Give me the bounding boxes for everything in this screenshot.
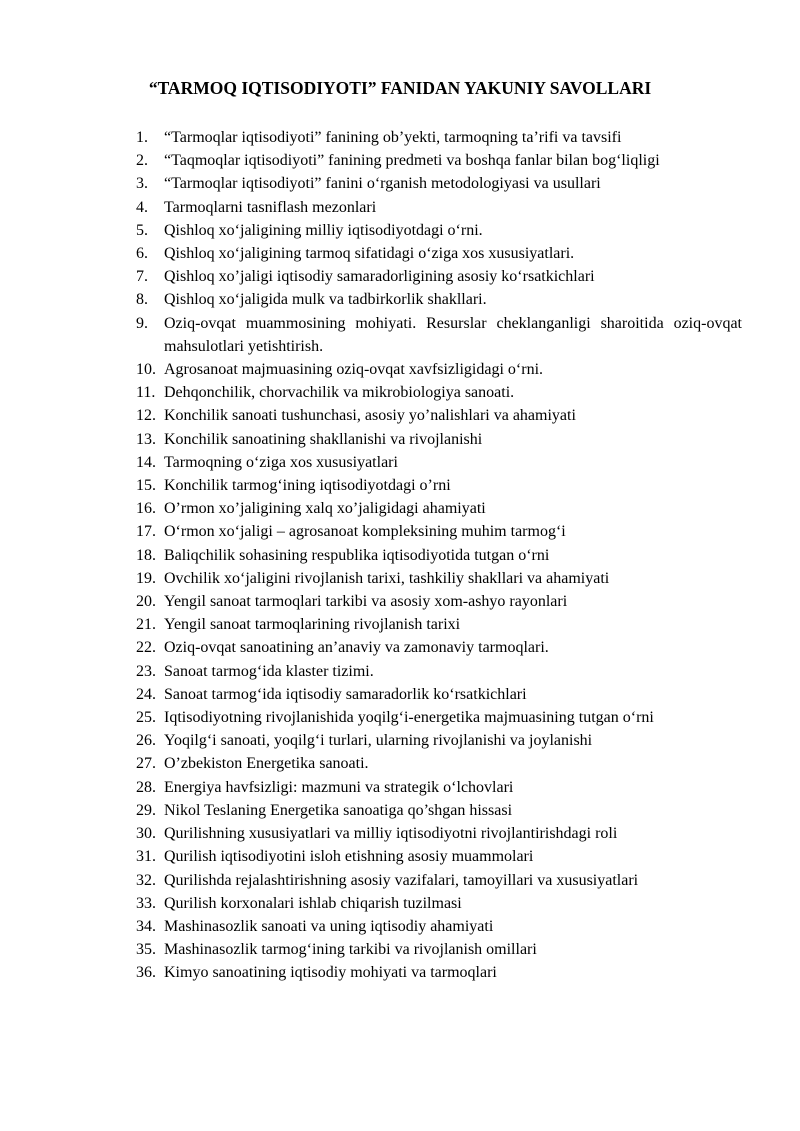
- question-item: [136, 497, 742, 520]
- question-number: 12.: [136, 407, 156, 425]
- question-item: [136, 172, 742, 195]
- question-item: [136, 729, 742, 752]
- question-text: Mashinasozlik sanoati va uning iqtisodiy ahamiyati: [164, 917, 494, 935]
- question-text: Yengil sanoat tarmoqlarining rivojlanish tarixi: [164, 616, 461, 634]
- question-item: [136, 613, 742, 636]
- question-text: Energiya havfsizligi: mazmuni va strategik o‘lchovlari: [164, 778, 514, 796]
- question-number: 9.: [136, 314, 148, 332]
- question-number: 17.: [136, 523, 156, 541]
- question-item: [136, 892, 742, 915]
- question-list: [136, 126, 742, 985]
- question-item: [136, 822, 742, 845]
- document-title: “TARMOQ IQTISODIYOTI” FANIDAN YAKUNIY SAVOLLARI: [148, 78, 652, 98]
- question-item: [136, 520, 742, 543]
- question-text: Nikol Teslaning Energetika sanoatiga qo’shgan hissasi: [164, 801, 513, 819]
- question-text: Oziq-ovqat muammosining mohiyati. Resurslar cheklanganligi sharoitida oziq-ovqat mahsulotlari yetishtirish.: [164, 314, 742, 355]
- question-item: [136, 219, 742, 242]
- question-number: 19.: [136, 569, 156, 587]
- question-item: [136, 149, 742, 172]
- question-text: Agrosanoat majmuasining oziq-ovqat xavfsizligidagi o‘rni.: [164, 361, 544, 379]
- question-number: 35.: [136, 941, 156, 959]
- question-number: 34.: [136, 917, 156, 935]
- question-text: Sanoat tarmog‘ida klaster tizimi.: [164, 662, 374, 680]
- question-item: [136, 288, 742, 311]
- question-item: [136, 799, 742, 822]
- question-text: “Tarmoqlar iqtisodiyoti” fanining ob’yekti, tarmoqning ta’rifi va tavsifi: [164, 129, 622, 146]
- question-number: 28.: [136, 778, 156, 796]
- question-text: Tarmoqning o‘ziga xos xususiyatlari: [164, 453, 398, 471]
- question-text: Konchilik sanoatining shakllanishi va rivojlanishi: [164, 430, 483, 448]
- question-text: O’rmon xo’jaligining xalq xo’jaligidagi ahamiyati: [164, 500, 486, 518]
- question-number: 6.: [136, 245, 148, 263]
- question-number: 27.: [136, 755, 156, 773]
- question-number: 23.: [136, 662, 156, 680]
- question-number: 16.: [136, 500, 156, 518]
- question-item: [136, 915, 742, 938]
- question-text: Qurilish iqtisodiyotini isloh etishning asosiy muammolari: [164, 848, 534, 866]
- question-text: Qurilishda rejalashtirishning asosiy vazifalari, tamoyillari va xususiyatlari: [164, 871, 639, 889]
- question-item: [136, 845, 742, 868]
- question-text: Mashinasozlik tarmog‘ining tarkibi va rivojlanish omillari: [164, 941, 537, 959]
- question-item: [136, 428, 742, 451]
- question-item: [136, 590, 742, 613]
- question-item: [136, 567, 742, 590]
- question-text: Ovchilik xo‘jaligini rivojlanish tarixi, tashkiliy shakllari va ahamiyati: [164, 569, 610, 587]
- question-item: [136, 312, 742, 358]
- question-number: 8.: [136, 291, 148, 309]
- question-text: Baliqchilik sohasining respublika iqtisodiyotida tutgan o‘rni: [164, 546, 550, 564]
- question-text: Tarmoqlarni tasniflash mezonlari: [164, 198, 377, 216]
- question-item: [136, 451, 742, 474]
- question-item: [136, 404, 742, 427]
- question-number: 14.: [136, 453, 156, 471]
- question-item: [136, 265, 742, 288]
- question-text: Qurilishning xususiyatlari va milliy iqtisodiyotni rivojlantirishdagi roli: [164, 825, 618, 843]
- question-number: 18.: [136, 546, 156, 564]
- question-text: O‘rmon xo‘jaligi – agrosanoat kompleksining muhim tarmog‘i: [164, 523, 566, 541]
- question-item: [136, 706, 742, 729]
- question-number: 2.: [136, 152, 148, 170]
- question-number: 25.: [136, 709, 156, 727]
- question-item: [136, 126, 742, 149]
- question-item: [136, 660, 742, 683]
- question-number: 7.: [136, 268, 148, 286]
- question-item: [136, 776, 742, 799]
- question-item: [136, 474, 742, 497]
- question-item: [136, 752, 742, 775]
- question-number: 13.: [136, 430, 156, 448]
- question-text: O’zbekiston Energetika sanoati.: [164, 755, 369, 773]
- question-item: [136, 358, 742, 381]
- question-item: [136, 636, 742, 659]
- question-number: 32.: [136, 871, 156, 889]
- question-number: 29.: [136, 801, 156, 819]
- question-text: Kimyo sanoatining iqtisodiy mohiyati va tarmoqlari: [164, 964, 497, 982]
- question-number: 11.: [136, 384, 156, 402]
- question-number: 3.: [136, 175, 148, 193]
- question-item: [136, 242, 742, 265]
- question-number: 30.: [136, 825, 156, 843]
- question-text: Qishloq xo‘jaligida mulk va tadbirkorlik shakllari.: [164, 291, 487, 309]
- question-number: 26.: [136, 732, 156, 750]
- question-text: “Tarmoqlar iqtisodiyoti” fanini o‘rganish metodologiyasi va usullari: [164, 175, 601, 193]
- question-item: [136, 196, 742, 219]
- question-number: 5.: [136, 221, 148, 239]
- question-number: 33.: [136, 894, 156, 912]
- question-number: 22.: [136, 639, 156, 657]
- question-text: “Taqmoqlar iqtisodiyoti” fanining predmeti va boshqa fanlar bilan bog‘liqligi: [164, 152, 660, 170]
- question-item: [136, 381, 742, 404]
- question-text: Oziq-ovqat sanoatining an’anaviy va zamonaviy tarmoqlari.: [164, 639, 549, 657]
- question-text: Qishloq xo‘jaligining tarmoq sifatidagi o‘ziga xos xususiyatlari.: [164, 245, 575, 263]
- question-text: Dehqonchilik, chorvachilik va mikrobiologiya sanoati.: [164, 384, 515, 402]
- question-number: 21.: [136, 616, 156, 634]
- question-number: 4.: [136, 198, 148, 216]
- question-item: [136, 961, 742, 984]
- question-text: Qurilish korxonalari ishlab chiqarish tuzilmasi: [164, 894, 462, 912]
- question-text: Konchilik tarmog‘ining iqtisodiyotdagi o’rni: [164, 477, 451, 495]
- question-item: [136, 869, 742, 892]
- question-text: Qishloq xo‘jaligining milliy iqtisodiyotdagi o‘rni.: [164, 221, 483, 239]
- question-number: 31.: [136, 848, 156, 866]
- question-text: Qishloq xo’jaligi iqtisodiy samaradorligining asosiy ko‘rsatkichlari: [164, 268, 595, 286]
- question-number: 1.: [136, 129, 148, 146]
- question-text: Konchilik sanoati tushunchasi, asosiy yo’nalishlari va ahamiyati: [164, 407, 576, 425]
- question-number: 15.: [136, 477, 156, 495]
- question-number: 36.: [136, 964, 156, 982]
- question-number: 20.: [136, 593, 156, 611]
- question-item: [136, 683, 742, 706]
- question-text: Yengil sanoat tarmoqlari tarkibi va asosiy xom-ashyo rayonlari: [164, 593, 568, 611]
- question-number: 10.: [136, 361, 156, 379]
- question-text: Sanoat tarmog‘ida iqtisodiy samaradorlik ko‘rsatkichlari: [164, 685, 527, 703]
- question-text: Iqtisodiyotning rivojlanishida yoqilg‘i-energetika majmuasining tutgan o‘rni: [164, 709, 654, 727]
- question-number: 24.: [136, 685, 156, 703]
- question-item: [136, 544, 742, 567]
- question-item: [136, 938, 742, 961]
- question-text: Yoqilg‘i sanoati, yoqilg‘i turlari, ularning rivojlanishi va joylanishi: [164, 732, 593, 750]
